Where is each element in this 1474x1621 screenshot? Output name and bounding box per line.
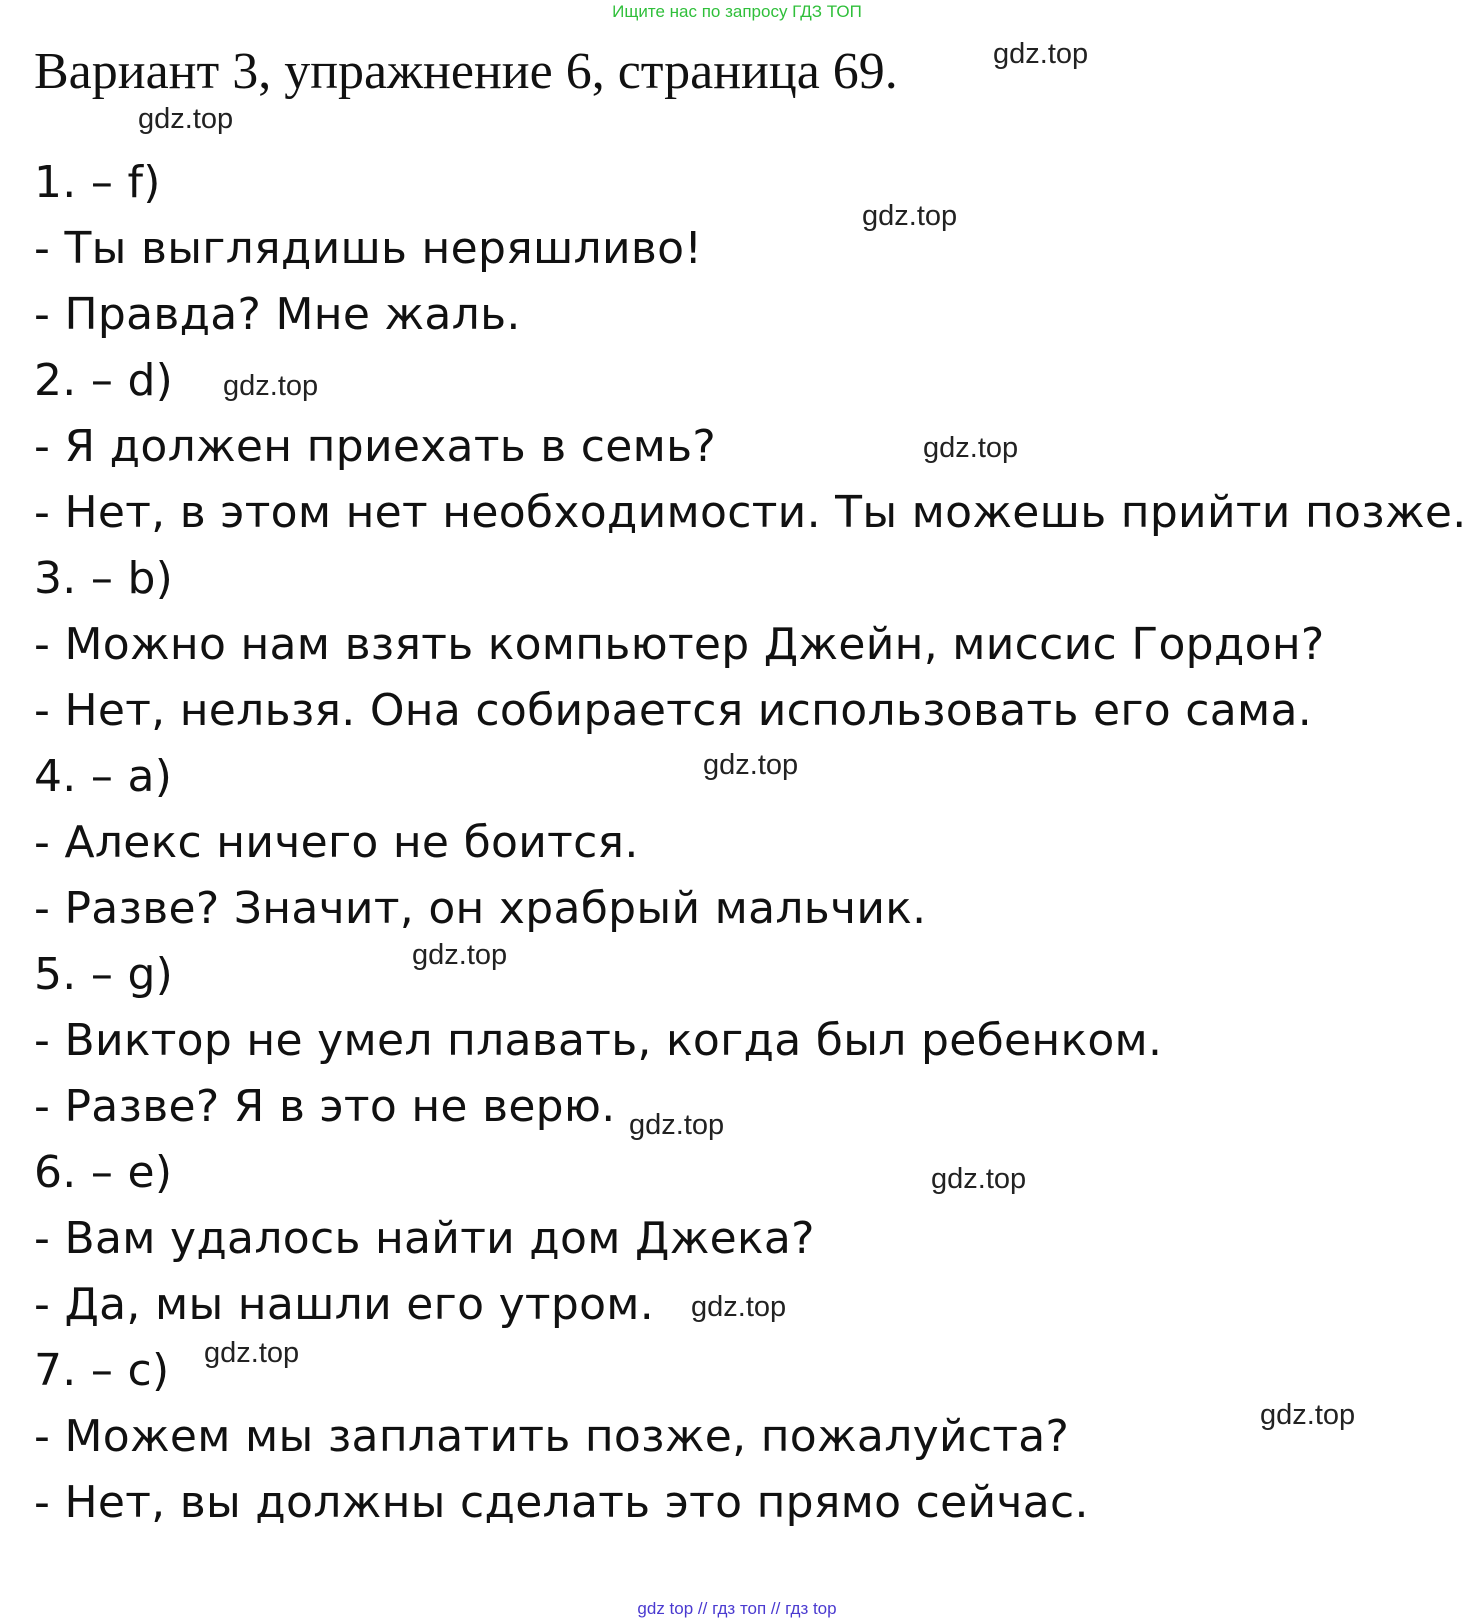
- top-banner[interactable]: Ищите нас по запросу ГДЗ ТОП: [612, 2, 862, 21]
- watermark: gdz.top: [923, 432, 1019, 464]
- page-title: Вариант 3, упражнение 6, страница 69.: [34, 43, 898, 100]
- answer-line: - Виктор не умел плавать, когда был ребенком.: [34, 1015, 1163, 1066]
- answer-line: - Можно нам взять компьютер Джейн, миссис Гордон?: [34, 619, 1325, 670]
- footer-links[interactable]: gdz top // гдз топ // гдз top: [637, 1599, 837, 1618]
- watermark: gdz.top: [138, 103, 234, 135]
- answer-line: 5. – g): [34, 949, 174, 1000]
- watermark: gdz.top: [862, 200, 958, 232]
- watermark: gdz.top: [223, 370, 319, 402]
- answer-line: 2. – d): [34, 355, 174, 406]
- watermark: gdz.top: [993, 38, 1089, 70]
- watermark: gdz.top: [204, 1337, 300, 1369]
- answer-line: - Я должен приехать в семь?: [34, 421, 717, 472]
- answer-line: - Можем мы заплатить позже, пожалуйста?: [34, 1411, 1070, 1462]
- answer-line: - Разве? Значит, он храбрый мальчик.: [34, 883, 927, 934]
- watermark: gdz.top: [1260, 1399, 1356, 1431]
- answer-line: - Вам удалось найти дом Джека?: [34, 1213, 815, 1264]
- answer-line: 3. – b): [34, 553, 174, 604]
- answer-line: 6. – e): [34, 1147, 173, 1198]
- answer-line: 4. – a): [34, 751, 173, 802]
- watermark: gdz.top: [629, 1109, 725, 1141]
- answer-line: - Нет, нельзя. Она собирается использовать его сама.: [34, 685, 1313, 736]
- watermark: gdz.top: [412, 939, 508, 971]
- answer-line: - Разве? Я в это не верю.: [34, 1081, 616, 1132]
- answer-line: - Алекс ничего не боится.: [34, 817, 639, 868]
- watermark: gdz.top: [931, 1163, 1027, 1195]
- answer-line: 7. – c): [34, 1345, 170, 1396]
- answer-line: - Нет, вы должны сделать это прямо сейчас.: [34, 1477, 1089, 1528]
- answer-line: - Да, мы нашли его утром.: [34, 1279, 655, 1330]
- answer-line: 1. – f): [34, 157, 161, 208]
- answer-line: - Правда? Мне жаль.: [34, 289, 521, 340]
- answer-line: - Нет, в этом нет необходимости. Ты можешь прийти позже.: [34, 487, 1467, 538]
- watermark: gdz.top: [691, 1291, 787, 1323]
- watermark: gdz.top: [703, 749, 799, 781]
- answer-line: - Ты выглядишь неряшливо!: [34, 223, 703, 274]
